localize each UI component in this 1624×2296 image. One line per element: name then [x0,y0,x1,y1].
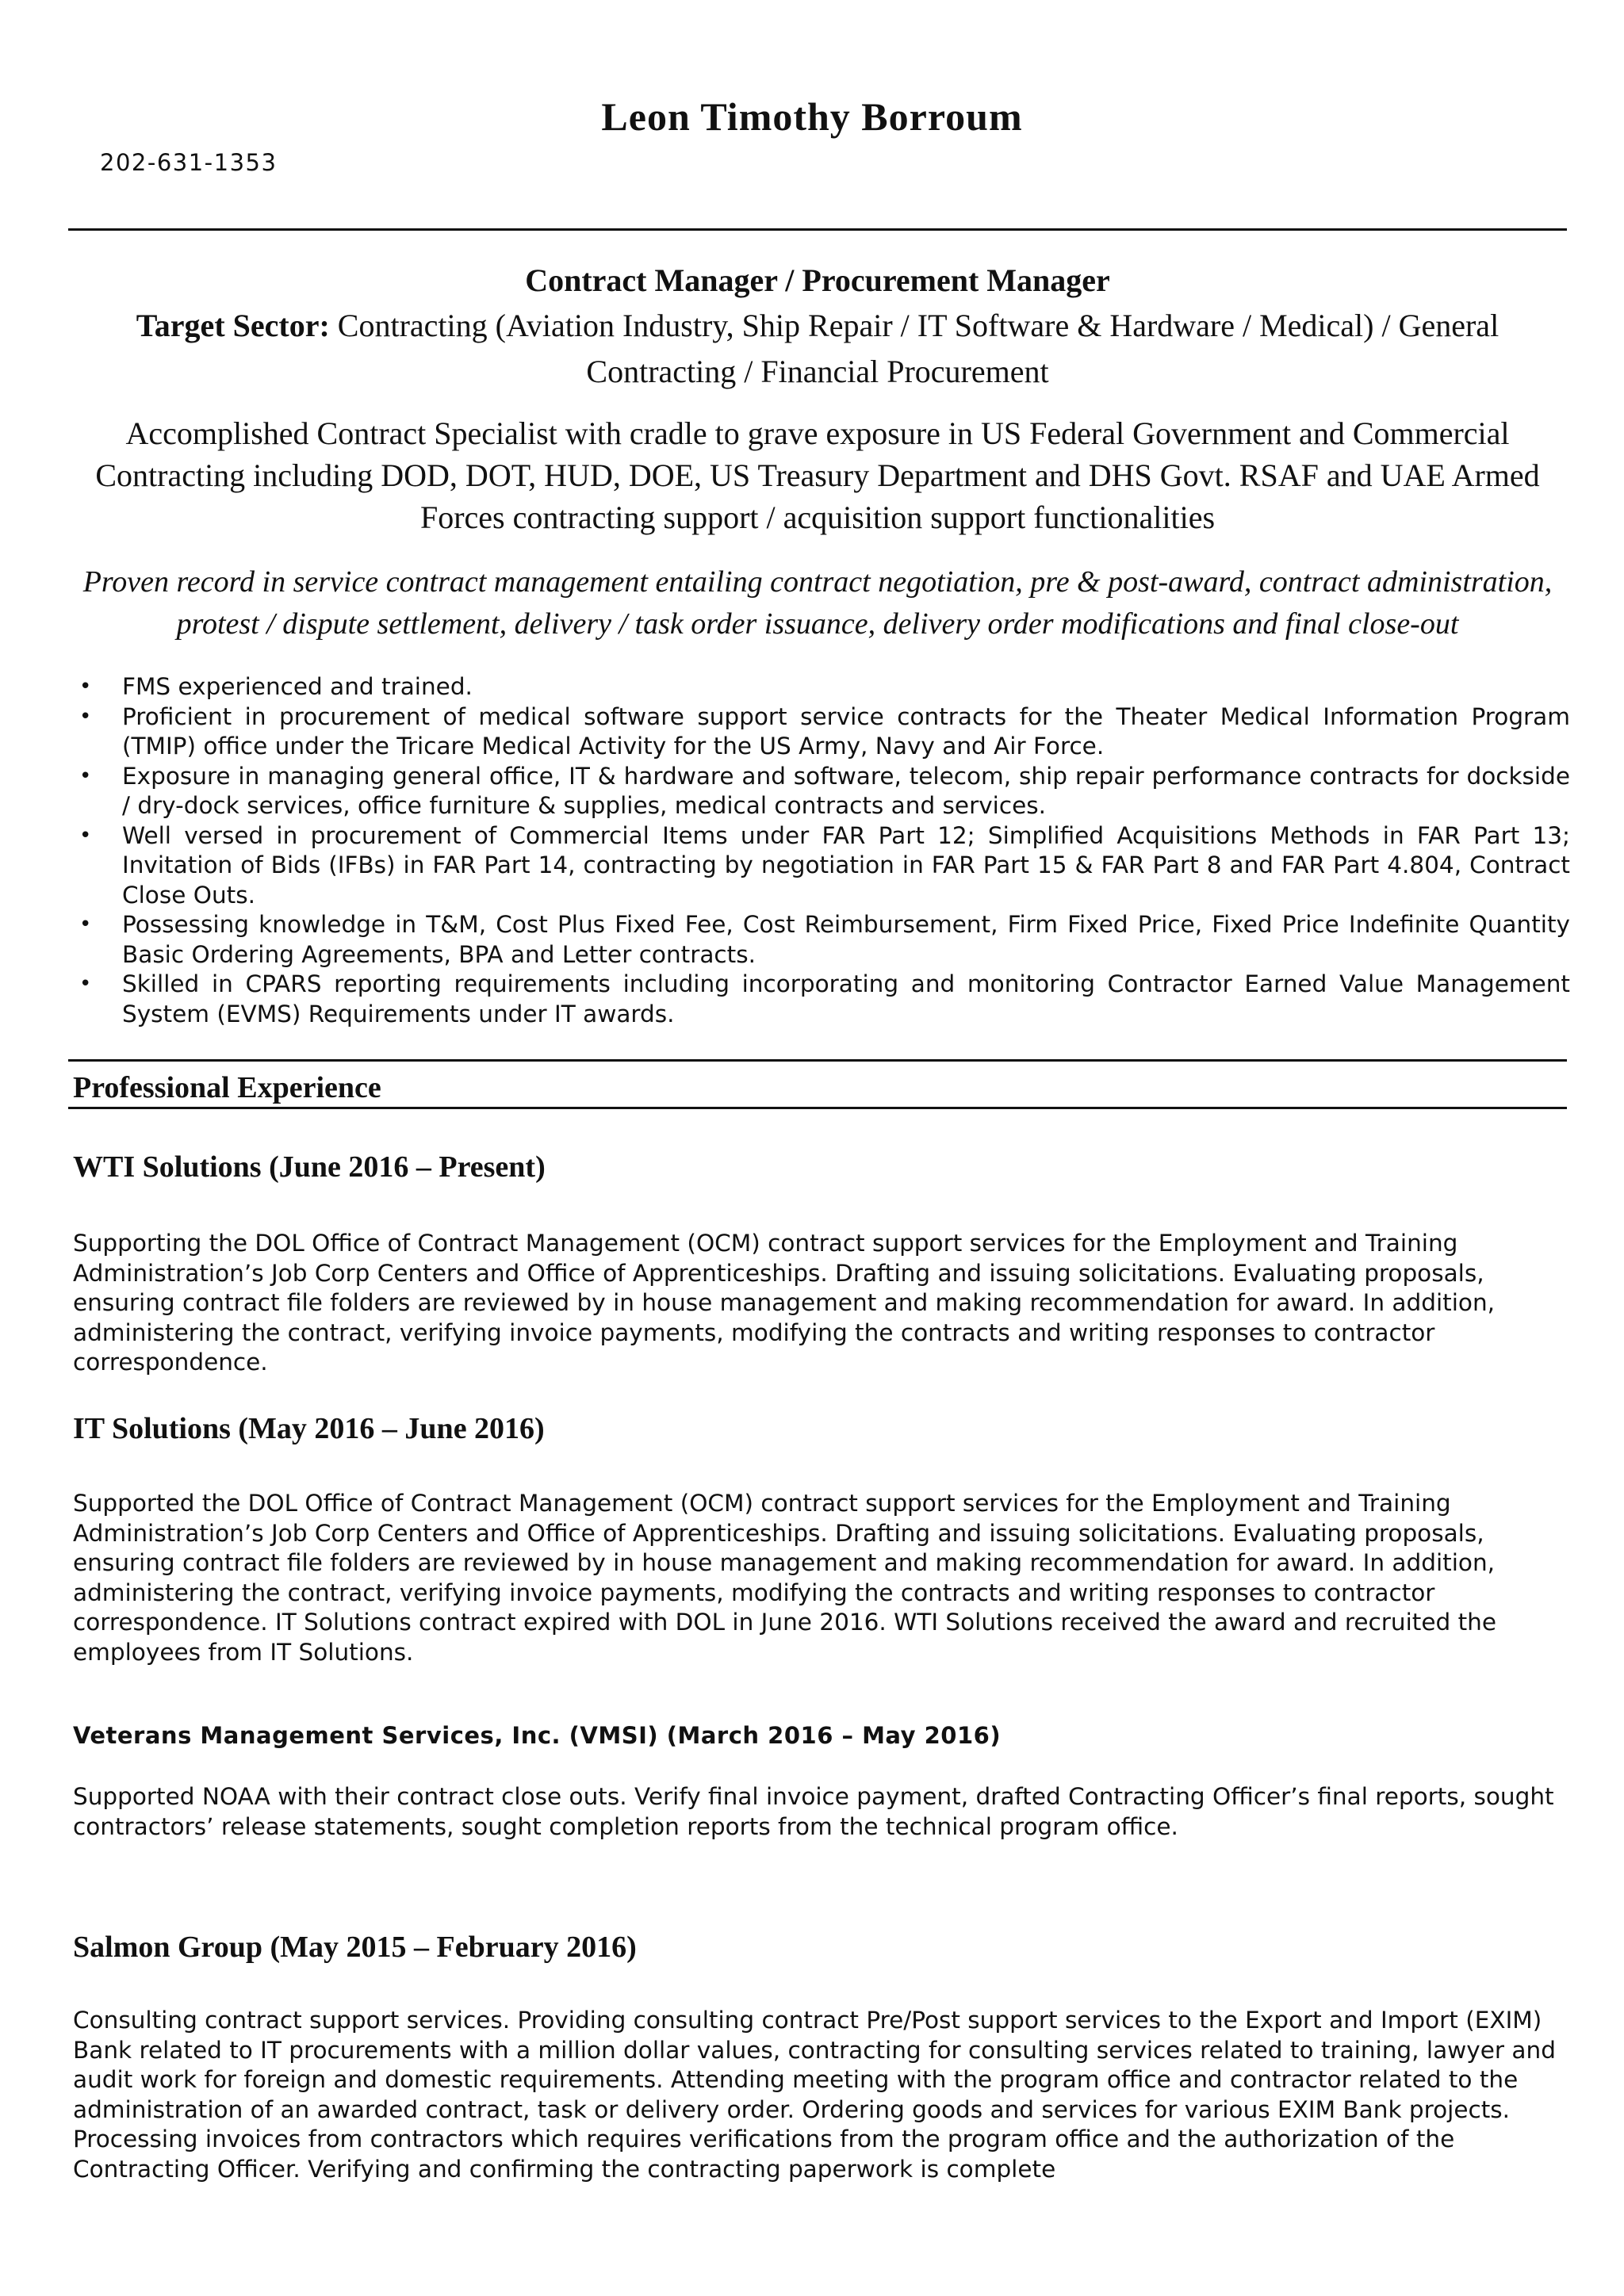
summary-paragraph: Accomplished Contract Specialist with cradle to grave exposure in US Federal Government and Commercial Contracting including DOD, DOT, HUD, DOE, US Treasury Department and DHS Govt. RSAF and UAE Armed Forces contracting support / acquisition support functionalities [95,415,1540,535]
job-title-it-solutions: IT Solutions (May 2016 – June 2016) [73,1412,545,1445]
job-description-wti: Supporting the DOL Office of Contract Management (OCM) contract support services for the Employment and Training Administration’s Job Corp Centers and Office of Apprenticeships. Drafting and issuing solicitations. Evaluating proposals, ensuring contract file folders are reviewed by in house management and making recommendation for award. In addition, administering the contract, verifying invoice payments, modifying the contracts and writing responses to contractor correspondence. [73,1230,1496,1376]
proven-record-statement: Proven record in service contract management entailing contract negotiation, pre & post-award, contract administration, protest / dispute settlement, delivery / task order issuance, delivery order modifications and final close-out [82,565,1553,641]
list-item: • Possessing knowledge in T&M, Cost Plus Fixed Fee, Cost Reimbursement, Firm Fixed Price, Fixed Price Indefinite Quantity Basic Ordering Agreements, BPA and Letter contracts. [79,911,1570,968]
job-title-wti: WTI Solutions (June 2016 – Present) [73,1150,546,1184]
section-divider-top [68,1059,1567,1062]
target-sector [68,303,1567,395]
job-description-vmsi: Supported NOAA with their contract close outs. Verify final invoice payment, drafted Contracting Officer’s final reports, sought contractors’ release statements, sought completion reports from the technical program office. [73,1783,1554,1840]
bullet-icon: • [79,823,92,848]
list-item: • Well versed in procurement of Commercial Items under FAR Part 12; Simplified Acquisitions Methods in FAR Part 13; Invitation of Bids (IFBs) in FAR Part 14, contracting by negotiation in FAR Part 15 & FAR Part 8 and FAR Part 4.804, Contract Close Outs. [79,821,1570,909]
job-title-vmsi: Veterans Management Services, Inc. (VMSI) (March 2016 – May 2016) [73,1722,1002,1749]
header-divider [68,228,1567,231]
bullet-icon: • [79,972,92,996]
phone-number: 202-631-1353 [100,149,278,176]
target-sector-label: Target Sector: [136,308,330,343]
skills-bullet-list [79,672,1570,1029]
bullet-icon: • [79,675,92,698]
job-description-salmon-group: Consulting contract support services. Providing consulting contract Pre/Post support services to the Export and Import (EXIM) Bank related to IT procurements with a million dollar values, contracting for consulting services related to training, lawyer and audit work for foreign and domestic requirements. Attending meeting with the program office and contractor related to the administration of an awarded contract, task or delivery order. Ordering goods and services for various EXIM Bank projects. Processing invoices from contractors which requires verifications from the program office and the authorization of the Contracting Officer. Verifying and confirming the contracting paperwork is complete [73,2007,1556,2183]
bullet-icon: • [79,763,92,788]
target-sector-text: Contracting (Aviation Industry, Ship Repair / IT Software & Hardware / Medical) / General Contracting / Financial Procurement [329,308,1500,389]
list-item: • Skilled in CPARS reporting requirements including incorporating and monitoring Contractor Earned Value Management System (EVMS) Requirements under IT awards. [79,970,1570,1027]
candidate-name: Leon Timothy Borroum [601,94,1023,139]
objective-title: Contract Manager / Procurement Manager [525,262,1110,298]
list-item: • Proficient in procurement of medical software support service contracts for the Theater Medical Information Program (TMIP) office under the Tricare Medical Activity for the US Army, Navy and Air Force. [79,702,1570,760]
job-description-it-solutions: Supported the DOL Office of Contract Management (OCM) contract support services for the Employment and Training Administration’s Job Corp Centers and Office of Apprenticeships. Drafting and issuing solicitations. Evaluating proposals, ensuring contract file folders are reviewed by in house management and making recommendation for award. In addition, administering the contract, verifying invoice payments, modifying the contracts and writing responses to contractor correspondence. IT Solutions contract expired with DOL in June 2016. WTI Solutions received the award and recruited the employees from IT Solutions. [73,1490,1496,1666]
list-item: • FMS experienced and trained. [119,672,1570,702]
list-item: • Exposure in managing general office, IT & hardware and software, telecom, ship repair performance contracts for dockside / dry-dock services, office furniture & supplies, medical contracts and services. [79,762,1570,819]
job-title-salmon-group: Salmon Group (May 2015 – February 2016) [73,1931,637,1964]
bullet-icon: • [79,913,92,936]
section-divider-bottom [68,1107,1567,1109]
section-title-experience: Professional Experience [73,1071,381,1104]
bullet-icon: • [79,704,92,729]
